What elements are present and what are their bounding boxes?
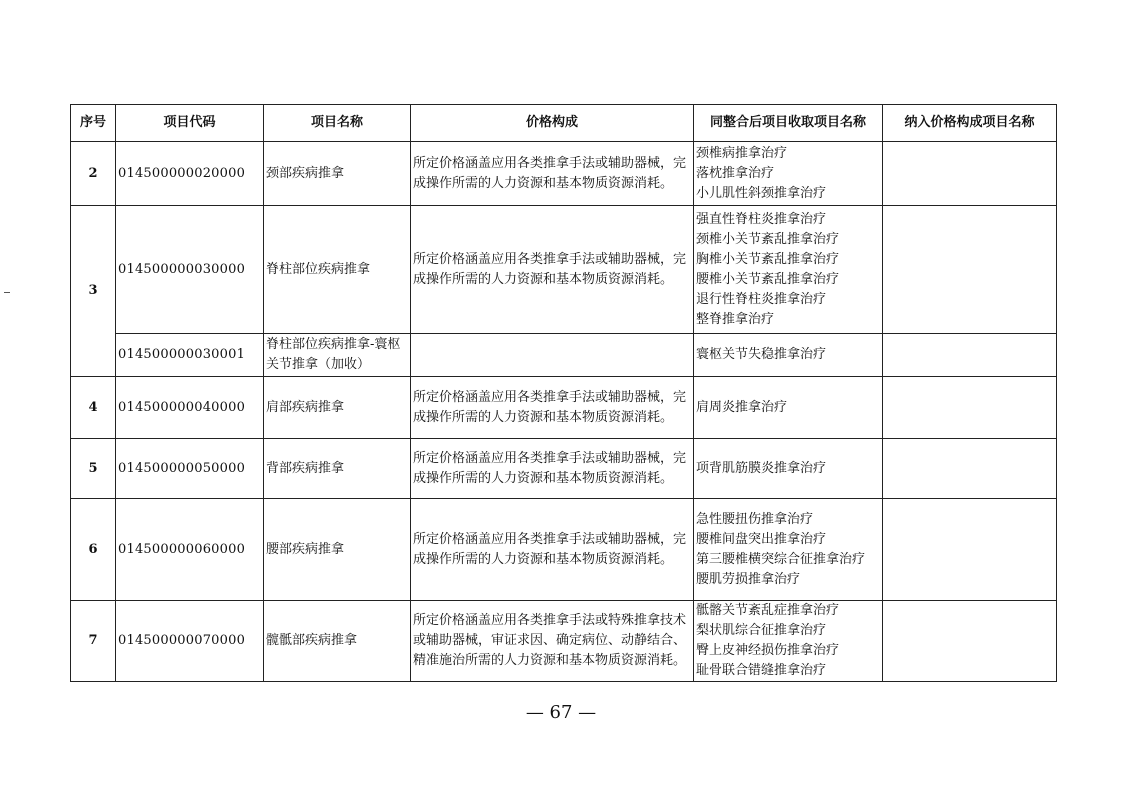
cell-price [411, 601, 694, 682]
cell-price [411, 439, 694, 499]
cell-same [694, 601, 883, 682]
cell-seq: 4 [71, 377, 116, 439]
same-item: 耻骨联合错缝推拿治疗 [696, 663, 827, 678]
cell-price [411, 377, 694, 439]
medical-service-price-table [70, 104, 1057, 682]
same-item: 胸椎小关节紊乱推拿治疗 [696, 251, 840, 267]
cell-seq: 7 [71, 601, 116, 682]
table-header-row [71, 105, 1057, 142]
same-item: 腰椎小关节紊乱推拿治疗 [696, 271, 840, 287]
same-item: 小儿肌性斜颈推拿治疗 [696, 185, 827, 201]
cell-same [694, 499, 883, 601]
same-item: 强直性脊柱炎推拿治疗 [696, 211, 827, 227]
same-item: 腰椎间盘突出推拿治疗 [696, 531, 827, 547]
same-item: 急性腰扭伤推拿治疗 [696, 511, 814, 527]
price-text: 所定价格涵盖应用各类推拿手法或特殊推拿技术或辅助器械，审证求因、确定病位、动静结合、精准施治所需的人力资源和基本物质资源消耗。 [413, 613, 687, 668]
same-item: 骶髂关节紊乱症推拿治疗 [696, 603, 840, 618]
price-text: 所定价格涵盖应用各类推拿手法或辅助器械，完成操作所需的人力资源和基本物质资源消耗。 [413, 251, 687, 287]
cell-price [411, 206, 694, 334]
cell-name: 颈部疾病推拿 [264, 142, 411, 206]
same-item: 整脊推拿治疗 [696, 311, 775, 327]
cell-included [883, 377, 1057, 439]
cell-seq: 6 [71, 499, 116, 601]
price-text: 所定价格涵盖应用各类推拿手法或辅助器械，完成操作所需的人力资源和基本物质资源消耗。 [413, 450, 687, 486]
same-item: 项背肌筋膜炎推拿治疗 [696, 460, 827, 476]
same-item: 落枕推拿治疗 [696, 165, 775, 181]
same-item: 肩周炎推拿治疗 [696, 399, 788, 415]
same-item: 颈椎小关节紊乱推拿治疗 [696, 231, 840, 247]
cell-code: 014500000040000 [116, 377, 264, 439]
price-text: 所定价格涵盖应用各类推拿手法或辅助器械，完成操作所需的人力资源和基本物质资源消耗。 [413, 389, 687, 425]
table-row [71, 377, 1057, 439]
same-item: 退行性脊柱炎推拿治疗 [696, 291, 827, 307]
same-item: 腰肌劳损推拿治疗 [696, 571, 801, 587]
cell-included [883, 601, 1057, 682]
cell-code: 014500000060000 [116, 499, 264, 601]
cell-price [411, 142, 694, 206]
header-included: 纳入价格构成项目名称 [883, 105, 1057, 142]
cell-included [883, 499, 1057, 601]
cell-same [694, 206, 883, 334]
cell-name [264, 334, 411, 377]
cell-seq: 5 [71, 439, 116, 499]
table-row [71, 499, 1057, 601]
table-row [71, 439, 1057, 499]
table-row [71, 142, 1057, 206]
header-same: 同整合后项目收取项目名称 [694, 105, 883, 142]
table-row [71, 334, 1057, 377]
cell-code: 014500000020000 [116, 142, 264, 206]
cell-included [883, 142, 1057, 206]
same-item: 颈椎病推拿治疗 [696, 145, 788, 161]
cell-same [694, 334, 883, 377]
cell-seq: 3 [71, 206, 116, 377]
cell-code: 014500000070000 [116, 601, 264, 682]
cell-included [883, 206, 1057, 334]
same-item: 寰枢关节失稳推拿治疗 [696, 347, 827, 362]
cell-seq: 2 [71, 142, 116, 206]
table-row [71, 601, 1057, 682]
same-item: 臀上皮神经损伤推拿治疗 [696, 643, 840, 658]
cell-price [411, 334, 694, 377]
cell-name: 脊柱部位疾病推拿 [264, 206, 411, 334]
cell-same [694, 377, 883, 439]
price-text: 所定价格涵盖应用各类推拿手法或辅助器械，完成操作所需的人力资源和基本物质资源消耗。 [413, 155, 687, 191]
page-number: — 67 — [525, 702, 597, 723]
name-text: 脊柱部位疾病推拿-寰枢关节推拿（加收） [266, 337, 401, 372]
cell-included [883, 334, 1057, 377]
cell-name: 髋骶部疾病推拿 [264, 601, 411, 682]
cell-same [694, 142, 883, 206]
cell-included [883, 439, 1057, 499]
cell-name: 腰部疾病推拿 [264, 499, 411, 601]
cell-code: 014500000030000 [116, 206, 264, 334]
same-item: 梨状肌综合征推拿治疗 [696, 623, 827, 638]
header-price: 价格构成 [411, 105, 694, 142]
cell-same [694, 439, 883, 499]
cell-name: 肩部疾病推拿 [264, 377, 411, 439]
cell-name: 背部疾病推拿 [264, 439, 411, 499]
table-row [71, 206, 1057, 334]
cell-price [411, 499, 694, 601]
header-seq: 序号 [71, 105, 116, 142]
header-name: 项目名称 [264, 105, 411, 142]
cell-code: 014500000030001 [116, 334, 264, 377]
header-code: 项目代码 [116, 105, 264, 142]
margin-tick-mark [4, 292, 10, 293]
same-item: 第三腰椎横突综合征推拿治疗 [696, 551, 866, 567]
cell-code: 014500000050000 [116, 439, 264, 499]
price-text: 所定价格涵盖应用各类推拿手法或辅助器械，完成操作所需的人力资源和基本物质资源消耗。 [413, 531, 687, 567]
